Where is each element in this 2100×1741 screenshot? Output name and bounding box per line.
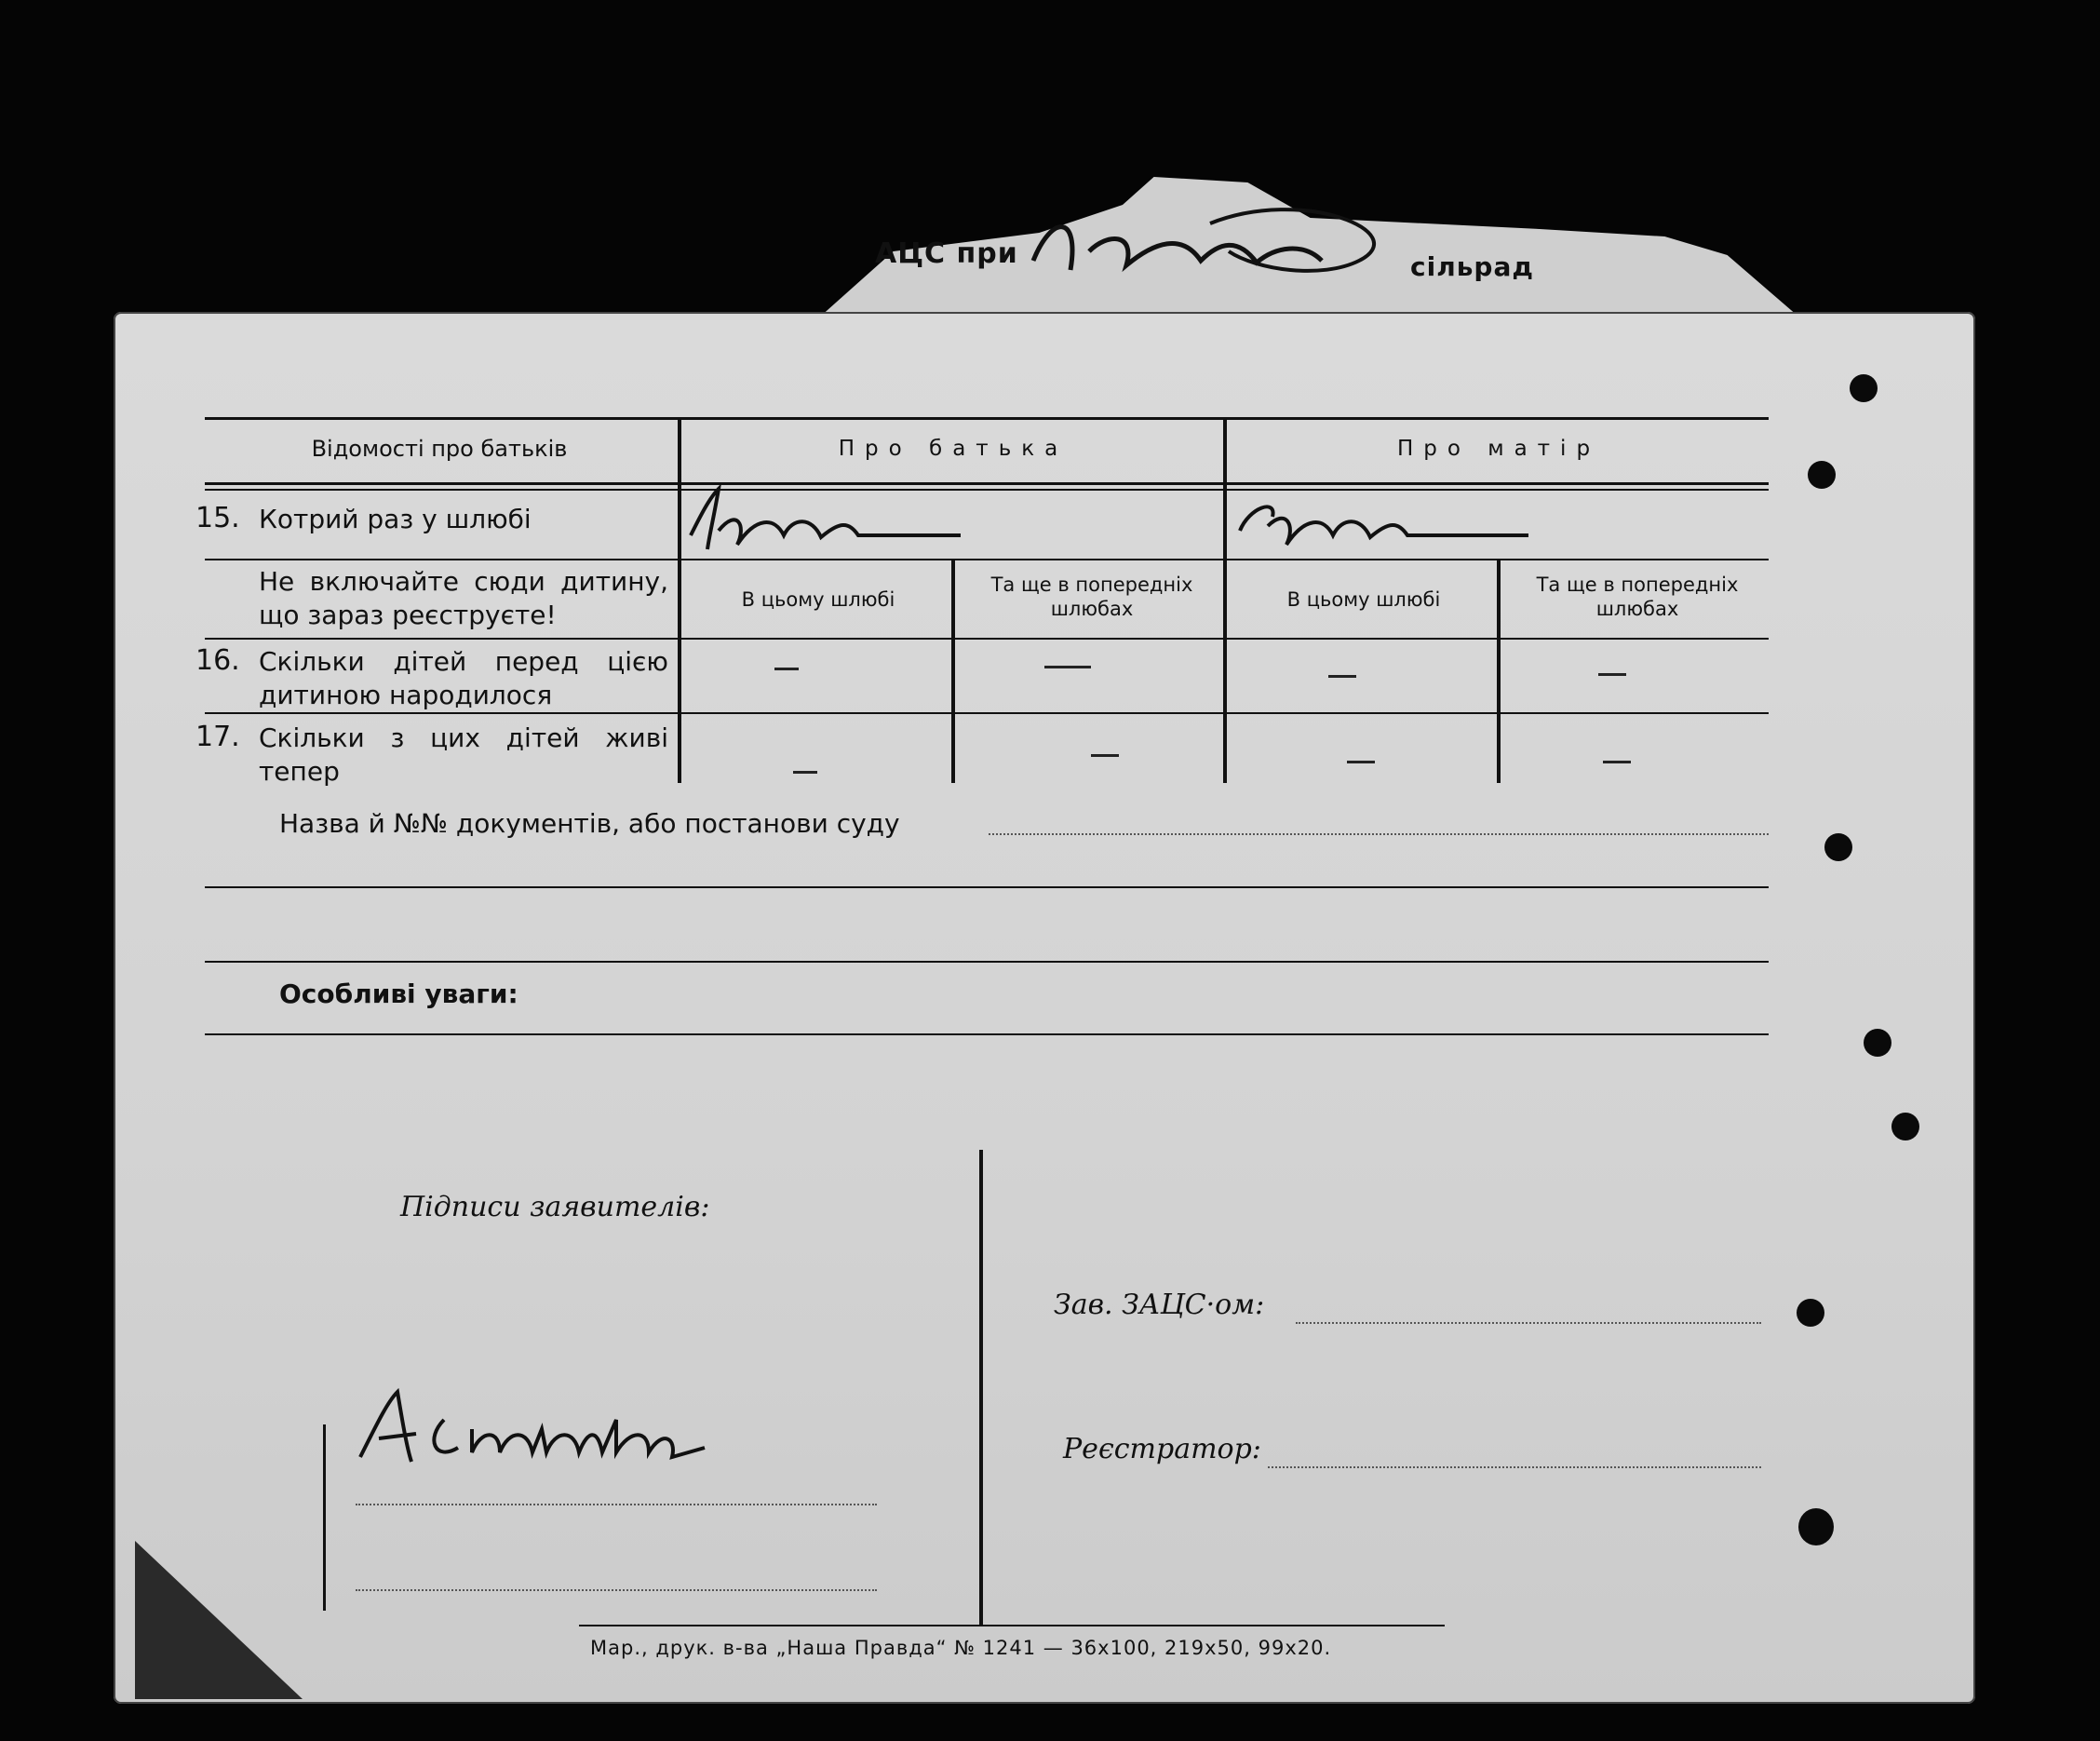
mother-answer-signature (1221, 479, 1612, 563)
form-sheet (114, 312, 1975, 1704)
q16-text: Скільки дітей перед цією дитиною народилося (259, 646, 668, 710)
q16-father-this (774, 668, 799, 670)
father-answer-signature (681, 479, 1072, 563)
q17-father-prev (1091, 754, 1119, 757)
q16-number: 16. (195, 644, 240, 677)
header-father: Про батька (838, 437, 1069, 461)
applicant-sign-line (356, 1504, 877, 1505)
special-notes-rule (205, 1033, 1769, 1035)
fragment-label-zags: АЦС при (875, 237, 1018, 270)
table-row-rule (205, 638, 681, 640)
notes-rule (205, 961, 1769, 963)
documents-fill-line (989, 833, 1769, 835)
q15-number: 15. (195, 502, 240, 534)
q17-father-this (793, 771, 817, 774)
printer-imprint: Мар., друк. в-ва „Наша Правда“ № 1241 — 36х100, 219х50, 99х20. (590, 1637, 1332, 1659)
applicant-sign-line-2 (356, 1589, 877, 1591)
documents-rule (205, 886, 1769, 888)
footer-rule (579, 1625, 1445, 1626)
punch-hole (1864, 1029, 1891, 1057)
father-previous-header: Та ще в попередніх шлюбах (990, 574, 1193, 620)
header-mother: Про матір (1396, 437, 1601, 461)
applicant-signature (351, 1373, 872, 1485)
punch-hole (1824, 833, 1852, 861)
punch-hole (1850, 374, 1878, 402)
documents-label: Назва й №№ документів, або постанови суду (279, 808, 900, 839)
q16-mother-this (1328, 675, 1356, 678)
table-top-rule (205, 417, 1769, 420)
applicant-bracket (323, 1424, 326, 1611)
registrar-sign-line (1268, 1466, 1761, 1468)
q16-father-prev (1044, 666, 1091, 668)
note-exclude-child: Не включайте сюди дитину, що зараз реєструєте! (259, 566, 668, 630)
mother-this-marriage-header: В цьому шлюбі (1286, 588, 1441, 611)
q17-text: Скільки з цих дітей живі тепер (259, 722, 668, 787)
header-parents-info: Відомості про батьків (311, 436, 568, 462)
punch-hole (1798, 1508, 1834, 1545)
punch-hole (1808, 461, 1836, 489)
registry-head-label: Зав. ЗАЦС·ом: (1054, 1289, 1265, 1321)
applicants-signatures-label: Підписи заявителів: (400, 1191, 710, 1223)
table-col-divider (678, 417, 681, 783)
fragment-label-silrada: сільрад (1410, 251, 1534, 282)
mother-previous-header: Та ще в попередніх шлюбах (1536, 574, 1739, 620)
signatures-divider (979, 1150, 983, 1625)
punch-hole (1891, 1113, 1919, 1140)
registry-head-sign-line (1296, 1322, 1761, 1324)
punch-hole (1797, 1299, 1824, 1327)
father-this-marriage-header: В цьому шлюбі (741, 588, 895, 611)
table-row-rule (205, 712, 1769, 714)
q16-mother-prev (1598, 673, 1626, 676)
special-notes-label: Особливі уваги: (279, 978, 518, 1009)
fragment-handwriting (1024, 196, 1415, 307)
q17-number: 17. (195, 721, 240, 753)
q17-mother-prev (1603, 761, 1631, 763)
registrar-label: Реєстратор: (1063, 1433, 1261, 1465)
q17-mother-this (1347, 761, 1375, 763)
q15-text: Котрий раз у шлюбі (259, 504, 532, 534)
